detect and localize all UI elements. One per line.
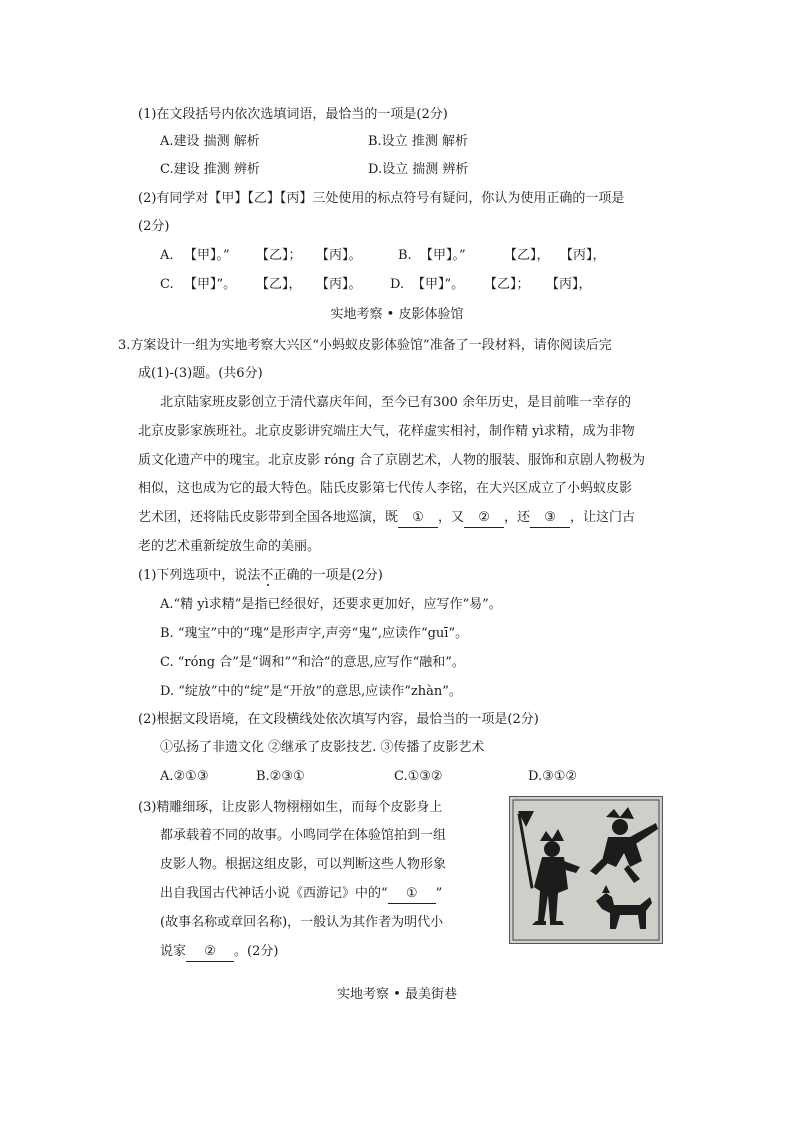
q2-option-d-jia: 【甲】”。 [412,277,465,292]
passage-line2: 北京皮影家族班社。北京皮影讲究端庄大气，花样虚实相衬，制作精 yì求精，成为非物 [138,424,635,439]
q3-2-stem: (2)根据文段语境，在文段横线处依次填写内容，最恰当的一项是(2分) [138,712,539,727]
passage-line5 [138,509,635,528]
q3-1-option-d: D. “绽放”中的“绽”是“开放”的意思,应读作“zhàn”。 [160,684,462,699]
q3-3-blank-2: ② [186,943,234,962]
q2-option-b-jia: 【甲】。” [420,248,466,263]
q3-3-line4-text-b: ” [435,886,443,901]
passage-line5-text-d: ，让这门古 [570,510,636,525]
q3-2-items: ①弘扬了非遗文化 ②继承了皮影技艺. ③传播了皮影艺术 [160,740,485,755]
q3-3-line6 [160,943,278,962]
q2-option-c-jia: 【甲】”。 [184,277,237,292]
q3-2-option-a: A.②①③ [160,769,209,784]
q1-option-a: A.建设 揣测 解析 [160,134,260,149]
passage-line1: 北京陆家班皮影创立于清代嘉庆年间，至今已有300 余年历史，是目前唯一幸存的 [160,395,631,410]
q2-option-b-label: B. [398,248,412,263]
q1-option-d: D.设立 揣测 辨析 [368,162,469,177]
q2-stem-line1: (2)有同学对【甲】【乙】【丙】三处使用的标点符号有疑问，你认为使用正确的一项是 [138,191,625,206]
q3-1-stem-a: (1)下列选项中，说法 [138,568,261,583]
q3-3-line5: (故事名称或章回名称)，一般认为其作者为明代小 [160,915,444,930]
passage-blank-1: ① [398,509,438,528]
q3-intro-line1: 3.方案设计一组为实地考察大兴区“小蚂蚁皮影体验馆”准备了一段材料，请你阅读后完 [118,338,612,353]
passage-line5-text-b: ，又 [438,510,465,525]
q3-2-option-d: D.③①② [528,769,578,784]
q1-stem: (1)在文段括号内依次选填词语，最恰当的一项是(2分) [138,107,448,122]
q2-stem-line2: (2分) [138,219,170,234]
q3-1-stem-emphasis: 不 [260,568,274,583]
passage-line5-text-c: ，还 [504,510,531,525]
q3-3-blank-1: ① [388,885,436,904]
q2-option-b-yi: 【乙】， [504,248,550,263]
footer-section-title: 实地考察 • 最美街巷 [337,987,457,1002]
q2-option-a-jia: 【甲】。” [184,248,230,263]
passage-blank-3: ③ [530,509,570,528]
q3-1-option-c: C. “róng 合”是“调和”“和洽”的意思,应写作“融和”。 [160,655,465,670]
q2-option-a-yi: 【乙】； [256,248,302,263]
q3-intro-line2: 成(1)-(3)题。(共6分) [138,366,263,381]
passage-line3: 质文化遗产中的瑰宝。北京皮影 róng 合了京剧艺术，人物的服装、服饰和京剧人物极为 [138,453,646,468]
q1-option-c: C.建设 推测 辨析 [160,162,260,177]
q3-2-option-b: B.②③① [256,769,305,784]
q3-1-stem-b: 正确的一项是(2分) [273,568,383,583]
q2-option-a-label: A. [160,248,174,263]
passage-blank-2: ② [464,509,504,528]
shadow-puppet-illustration [510,797,662,943]
passage-line6: 老的艺术重新绽放生命的美丽。 [138,539,321,554]
q2-option-c-bing: 【丙】。 [316,277,362,292]
passage-line4: 相似，这也成为它的最大特色。陆氏皮影第七代传人李铭，在大兴区成立了小蚂蚁皮影 [138,481,633,496]
q2-option-a-bing: 【丙】。 [316,248,362,263]
q2-option-c-label: C. [160,277,174,292]
q3-3-line1: (3)精雕细琢，让皮影人物栩栩如生，而每个皮影身上 [138,800,443,815]
section-title: 实地考察 • 皮影体验馆 [330,307,464,322]
passage-line5-text-a: 艺术团，还将陆氏皮影带到全国各地巡演，既 [138,510,399,525]
q2-option-c-yi: 【乙】， [256,277,302,292]
q3-3-line4 [160,885,442,904]
q3-1-stem [138,567,383,585]
q2-option-d-label: D. [390,277,405,292]
q3-2-option-c: C.①③② [394,769,443,784]
q2-option-b-bing: 【丙】， [560,248,606,263]
q3-1-option-b: B. “瑰宝”中的“瑰”是形声字,声旁“鬼”,应读作“guī”。 [160,626,469,641]
shadow-puppet-photo [509,796,663,944]
q3-1-option-a: A.“精 yì求精”是指已经很好，还要求更加好，应写作“易”。 [160,597,502,612]
q3-3-line6-text-a: 说家 [160,944,187,959]
q3-3-line3: 皮影人物。根据这组皮影，可以判断这些人物形象 [160,857,447,872]
q3-3-line6-text-b: 。(2分) [234,944,279,959]
q1-option-b: B.设立 推测 解析 [368,134,468,149]
q2-option-d-bing: 【丙】， [546,277,592,292]
q2-option-d-yi: 【乙】； [484,277,530,292]
q3-3-line4-text-a: 出自我国古代神话小说《西游记》中的“ [160,886,388,901]
q3-3-line2: 都承载着不同的故事。小鸣同学在体验馆拍到一组 [160,828,447,843]
